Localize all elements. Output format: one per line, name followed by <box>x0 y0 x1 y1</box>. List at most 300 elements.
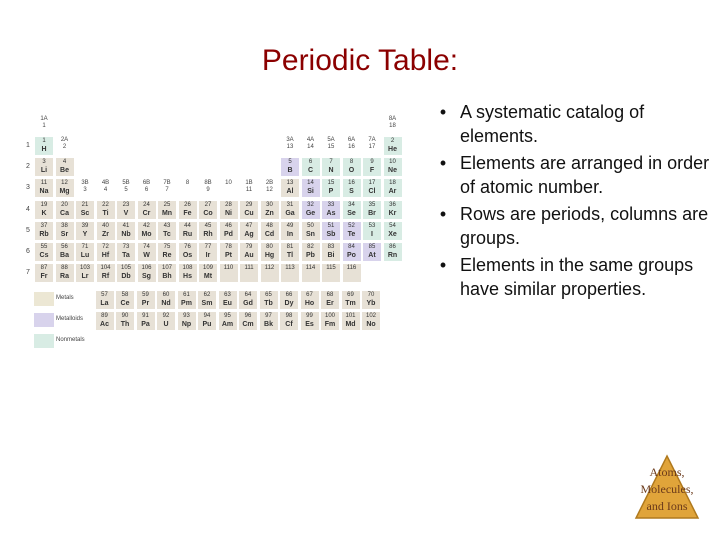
element-symbol: S <box>349 188 354 196</box>
group-label: 7B 7 <box>163 179 171 193</box>
actinide-cell <box>156 311 176 331</box>
element-symbol: Ge <box>305 209 316 217</box>
atomic-number: 87 <box>40 265 48 272</box>
element-symbol: Pu <box>202 321 212 329</box>
element-cell <box>321 178 341 198</box>
atomic-number: 52 <box>348 222 355 229</box>
element-cell <box>178 200 198 220</box>
atomic-number: 2 <box>390 138 395 144</box>
atomic-number: 90 <box>121 313 129 320</box>
atomic-number: 43 <box>163 222 171 229</box>
element-cell <box>321 263 341 283</box>
element-symbol: Ag <box>244 230 254 238</box>
element-symbol: Ti <box>102 209 109 217</box>
element-cell <box>342 263 362 283</box>
atomic-number: 31 <box>286 201 294 208</box>
element-symbol: B <box>287 167 293 175</box>
atomic-number: 46 <box>225 222 232 229</box>
element-cell <box>116 263 136 283</box>
element-cell <box>198 242 218 262</box>
element-cell <box>34 157 54 177</box>
atomic-number: 63 <box>224 292 231 298</box>
legend-label: Metals <box>56 295 74 301</box>
atomic-number: 91 <box>142 313 149 320</box>
bullet-text: Elements in the same groups have similar properties. <box>460 255 694 299</box>
element-symbol: Rn <box>387 252 398 259</box>
atomic-number: 112 <box>264 265 275 272</box>
element-symbol: Lu <box>80 252 90 259</box>
element-symbol: O <box>348 167 355 175</box>
atomic-number: 14 <box>307 180 314 187</box>
atomic-number: 61 <box>183 292 190 298</box>
element-cell <box>75 263 95 283</box>
element-cell <box>157 221 177 241</box>
element-cell <box>96 221 116 241</box>
element-symbol: H <box>41 146 47 153</box>
atomic-number: 77 <box>204 244 212 250</box>
atomic-number: 7 <box>329 159 333 166</box>
element-symbol: Fr <box>40 273 48 281</box>
atomic-number: 51 <box>327 222 335 229</box>
element-symbol: W <box>143 252 150 259</box>
element-symbol: Tc <box>163 230 171 238</box>
atomic-number: 68 <box>326 292 334 298</box>
group-label: 3B 3 <box>81 179 89 193</box>
bullet-text: Elements are arranged in order of atomic number. <box>460 153 710 197</box>
element-symbol: Be <box>60 167 69 175</box>
element-symbol: K <box>41 209 47 217</box>
atomic-number: 106 <box>141 265 152 272</box>
element-symbol: Ta <box>122 252 130 259</box>
element-cell <box>34 178 54 198</box>
atomic-number: 48 <box>266 222 273 229</box>
element-symbol: Ba <box>60 252 69 259</box>
element-cell <box>301 157 321 177</box>
element-symbol: As <box>326 209 336 217</box>
element-cell <box>342 221 362 241</box>
lanthanide-cell <box>341 290 361 310</box>
element-symbol: Ne <box>388 167 397 175</box>
element-symbol: Bk <box>264 321 273 329</box>
bullet-text: Rows are periods, columns are groups. <box>460 204 709 248</box>
logo-text <box>632 464 702 515</box>
element-symbol: C <box>307 167 314 175</box>
element-cell <box>137 221 157 241</box>
element-symbol: Dy <box>284 300 294 307</box>
lanthanide-cell <box>300 290 320 310</box>
element-symbol: Co <box>203 209 213 217</box>
element-cell <box>116 242 136 262</box>
atomic-number: 5 <box>288 159 292 166</box>
atomic-number: 92 <box>162 313 170 320</box>
atomic-number: 110 <box>223 265 234 272</box>
bullet-dot: • <box>439 102 447 122</box>
group-label: 4B 4 <box>101 179 110 193</box>
actinide-cell <box>279 311 299 331</box>
element-cell <box>96 242 116 262</box>
element-cell <box>34 242 54 262</box>
atomic-number: 79 <box>245 244 253 250</box>
atomic-number: 26 <box>184 201 191 208</box>
element-symbol: Cs <box>39 252 49 259</box>
element-symbol: Pr <box>141 300 150 307</box>
legend-swatch <box>34 313 54 327</box>
element-cell <box>55 242 75 262</box>
element-cell <box>96 200 116 220</box>
atomic-number: 24 <box>143 201 150 208</box>
element-cell <box>280 263 300 283</box>
element-symbol: La <box>100 300 109 307</box>
element-cell <box>301 178 321 198</box>
atomic-number: 22 <box>102 201 109 208</box>
element-cell <box>75 221 95 241</box>
actinide-cell <box>95 311 115 331</box>
atomic-number: 93 <box>183 313 190 320</box>
group-label: 2A 2 <box>60 137 69 151</box>
group-label: 8A 18 <box>388 116 397 129</box>
group-label: 7A 17 <box>368 137 376 151</box>
element-symbol: Ca <box>60 209 69 217</box>
atomic-number: 1 <box>42 138 46 144</box>
element-cell <box>198 221 218 241</box>
element-symbol: Er <box>326 300 334 307</box>
element-cell <box>55 178 75 198</box>
group-label: 5B 5 <box>122 179 130 193</box>
element-cell <box>260 221 280 241</box>
element-symbol: Ir <box>205 252 211 259</box>
atomic-number: 32 <box>307 201 314 208</box>
group-label: 8B 9 <box>204 179 212 193</box>
atomic-number: 115 <box>326 265 336 272</box>
element-symbol: Lr <box>81 273 89 281</box>
element-cell <box>301 263 321 283</box>
element-cell <box>362 200 382 220</box>
element-symbol: Pb <box>306 252 315 259</box>
element-symbol: Cf <box>285 321 293 329</box>
element-cell <box>383 136 403 156</box>
logo-line: Atoms, <box>649 465 685 479</box>
element-symbol: Sb <box>326 230 336 238</box>
element-cell <box>137 263 157 283</box>
element-symbol: Au <box>244 252 254 259</box>
atomic-number: 78 <box>225 244 232 250</box>
atomic-number: 98 <box>285 313 293 320</box>
lanthanide-cell <box>279 290 299 310</box>
atomic-number: 56 <box>61 244 68 250</box>
actinide-cell <box>136 311 156 331</box>
element-symbol: Db <box>121 273 131 281</box>
atomic-number: 3 <box>42 159 46 166</box>
atomic-number: 113 <box>285 265 295 272</box>
element-symbol: Fe <box>183 209 192 217</box>
element-symbol: Os <box>182 252 193 259</box>
element-symbol: Sr <box>60 230 69 238</box>
atomic-number: 13 <box>286 180 294 187</box>
bullet-text: A systematic catalog of elements. <box>460 102 645 146</box>
actinide-cell <box>300 311 320 331</box>
element-symbol: Ac <box>100 321 109 329</box>
lanthanide-cell <box>115 290 135 310</box>
atomic-number: 15 <box>327 180 335 187</box>
bullet-dot: • <box>439 204 447 224</box>
atomic-number: 30 <box>266 201 273 208</box>
element-cell <box>157 263 177 283</box>
atomic-number: 11 <box>40 180 48 187</box>
atomic-number: 101 <box>345 313 356 320</box>
atomic-number: 60 <box>162 292 170 298</box>
lanthanide-cell <box>95 290 115 310</box>
atomic-number: 23 <box>122 201 130 208</box>
element-symbol: He <box>388 146 397 153</box>
actinide-cell <box>361 311 381 331</box>
element-symbol: N <box>328 167 334 175</box>
element-symbol: Fm <box>324 321 336 329</box>
element-cell <box>383 242 403 262</box>
element-symbol: Sg <box>142 273 151 281</box>
lanthanide-cell <box>156 290 176 310</box>
element-symbol: Ni <box>225 209 232 217</box>
atomic-number: 49 <box>286 222 294 229</box>
atomic-number: 38 <box>61 222 68 229</box>
element-symbol: Kr <box>388 209 397 217</box>
atomic-number: 54 <box>389 222 396 229</box>
element-symbol: Sc <box>80 209 90 217</box>
element-cell <box>178 263 198 283</box>
element-symbol: V <box>123 209 129 217</box>
atomic-number: 40 <box>102 222 109 229</box>
legend-label: Nonmetals <box>56 337 85 343</box>
element-cell <box>280 242 300 262</box>
atomic-number: 69 <box>347 292 354 298</box>
period-label: 6 <box>26 248 30 255</box>
element-cell <box>219 221 239 241</box>
element-symbol: Si <box>307 188 314 196</box>
legend-swatch <box>34 334 54 348</box>
element-cell <box>239 221 259 241</box>
atomic-number: 74 <box>143 244 150 250</box>
bullet-dot: • <box>439 255 447 275</box>
atomic-number: 85 <box>368 244 376 250</box>
element-symbol: Tl <box>286 252 294 259</box>
atomic-number: 45 <box>204 222 212 229</box>
element-cell <box>239 200 259 220</box>
atomic-number: 89 <box>101 313 108 320</box>
atomic-number: 105 <box>120 265 131 272</box>
element-cell <box>55 157 75 177</box>
element-cell <box>198 263 218 283</box>
element-symbol: Mt <box>203 273 213 281</box>
atomic-number: 108 <box>182 265 193 272</box>
element-symbol: Ra <box>60 273 69 281</box>
actinide-cell <box>115 311 135 331</box>
atomic-number: 6 <box>308 159 313 166</box>
actinide-cell <box>238 311 258 331</box>
element-symbol: Rh <box>203 230 213 238</box>
element-cell <box>239 242 259 262</box>
group-label: 8 <box>185 179 190 186</box>
atomic-number: 50 <box>307 222 314 229</box>
atomic-number: 109 <box>202 265 213 272</box>
legend-label: Metalloids <box>56 316 84 322</box>
atomic-number: 39 <box>81 222 89 229</box>
element-symbol: Xe <box>388 230 397 238</box>
atomic-number: 8 <box>349 159 354 166</box>
atomic-number: 73 <box>122 244 130 250</box>
element-symbol: Es <box>305 321 314 329</box>
element-symbol: P <box>328 188 334 196</box>
element-cell <box>342 200 362 220</box>
atomic-number: 33 <box>327 201 335 208</box>
element-cell <box>383 157 403 177</box>
atomic-number: 44 <box>184 222 191 229</box>
element-cell <box>55 200 75 220</box>
group-label: 3A 13 <box>286 137 294 151</box>
element-cell <box>260 263 280 283</box>
element-symbol: Nb <box>121 230 131 238</box>
element-symbol: Gd <box>243 300 253 307</box>
atomic-number: 41 <box>122 222 130 229</box>
element-symbol: I <box>371 230 373 238</box>
element-symbol: Al <box>286 188 294 196</box>
element-cell <box>383 178 403 198</box>
logo-line: and Ions <box>646 499 688 513</box>
element-symbol: Md <box>345 321 356 329</box>
lanthanide-cell <box>259 290 279 310</box>
element-symbol: Mo <box>141 230 152 238</box>
element-symbol: Sn <box>306 230 315 238</box>
element-symbol: Hf <box>101 252 110 259</box>
atomic-number: 9 <box>370 159 374 166</box>
atomic-number: 18 <box>389 180 396 187</box>
element-symbol: Hg <box>264 252 275 259</box>
atomic-number: 62 <box>203 292 211 298</box>
lanthanide-cell <box>361 290 381 310</box>
logo-line: Molecules, <box>640 482 694 496</box>
atomic-number: 104 <box>100 265 111 272</box>
group-label: 6A 16 <box>347 137 356 151</box>
atomic-number: 55 <box>40 244 48 250</box>
atomic-number: 96 <box>244 313 252 320</box>
element-cell <box>137 200 157 220</box>
lanthanide-cell <box>136 290 156 310</box>
slide-title: Periodic Table: <box>261 44 459 77</box>
atomic-number: 20 <box>61 201 68 208</box>
element-cell <box>55 221 75 241</box>
actinide-cell <box>197 311 217 331</box>
atomic-number: 53 <box>368 222 376 229</box>
atomic-number: 88 <box>61 265 68 272</box>
atomic-number: 66 <box>285 292 293 298</box>
element-cell <box>280 157 300 177</box>
atomic-number: 72 <box>102 244 109 250</box>
element-symbol: Nd <box>161 300 171 307</box>
atomic-number: 29 <box>245 201 253 208</box>
element-symbol: Sm <box>201 300 213 307</box>
element-symbol: Tb <box>264 300 273 307</box>
atomic-number: 27 <box>204 201 212 208</box>
element-symbol: Se <box>347 209 356 217</box>
element-cell <box>34 263 54 283</box>
atomic-number: 47 <box>245 222 253 229</box>
element-symbol: Na <box>39 188 49 196</box>
element-symbol: Zn <box>265 209 274 217</box>
atomic-number: 102 <box>365 313 376 320</box>
element-cell <box>321 157 341 177</box>
element-symbol: Mn <box>161 209 173 217</box>
atomic-number: 16 <box>348 180 355 187</box>
atomic-number: 80 <box>266 244 273 250</box>
atomic-number: 81 <box>286 244 294 250</box>
element-cell <box>34 221 54 241</box>
element-cell <box>280 178 300 198</box>
element-symbol: Li <box>40 167 48 175</box>
element-cell <box>301 242 321 262</box>
element-symbol: Pm <box>181 300 192 307</box>
element-cell <box>157 200 177 220</box>
lanthanide-cell <box>197 290 217 310</box>
element-cell <box>383 221 403 241</box>
element-symbol: Bh <box>162 273 172 281</box>
element-symbol: Zr <box>102 230 109 238</box>
element-cell <box>260 242 280 262</box>
atomic-number: 116 <box>346 265 357 272</box>
atomic-number: 35 <box>368 201 376 208</box>
element-cell <box>34 200 54 220</box>
atomic-number: 59 <box>142 292 149 298</box>
element-cell <box>362 221 382 241</box>
element-cell <box>362 242 382 262</box>
actinide-cell <box>320 311 340 331</box>
element-cell <box>219 242 239 262</box>
element-symbol: Mg <box>59 188 70 196</box>
element-cell <box>321 221 341 241</box>
atomic-number: 64 <box>244 292 252 298</box>
element-cell <box>342 242 362 262</box>
lanthanide-cell <box>177 290 197 310</box>
element-cell <box>321 242 341 262</box>
lanthanide-cell <box>320 290 340 310</box>
element-symbol: At <box>368 252 376 259</box>
atomic-number: 10 <box>389 159 396 166</box>
atomic-number: 42 <box>143 222 150 229</box>
element-symbol: Rb <box>39 230 49 238</box>
atomic-number: 17 <box>368 180 376 187</box>
element-symbol: Hs <box>183 273 192 281</box>
element-cell <box>280 200 300 220</box>
element-cell <box>34 136 54 156</box>
element-symbol: Tm <box>345 300 356 307</box>
actinide-cell <box>177 311 197 331</box>
element-symbol: Y <box>82 230 88 238</box>
atoms-molecules-ions-logo <box>632 452 702 520</box>
period-label: 4 <box>26 205 30 213</box>
atomic-number: 21 <box>81 201 89 208</box>
element-cell <box>116 221 136 241</box>
element-symbol: F <box>369 167 375 175</box>
element-cell <box>55 263 75 283</box>
atomic-number: 12 <box>61 180 68 187</box>
element-cell <box>362 178 382 198</box>
element-symbol: Bi <box>327 252 335 259</box>
element-symbol: Ar <box>388 188 397 196</box>
atomic-number: 82 <box>307 244 314 250</box>
element-symbol: Pd <box>224 230 233 238</box>
group-label: 1A 1 <box>40 116 48 129</box>
element-cell <box>178 242 198 262</box>
element-symbol: Cr <box>142 209 151 217</box>
atomic-number: 97 <box>265 313 272 320</box>
element-symbol: Po <box>347 252 356 259</box>
